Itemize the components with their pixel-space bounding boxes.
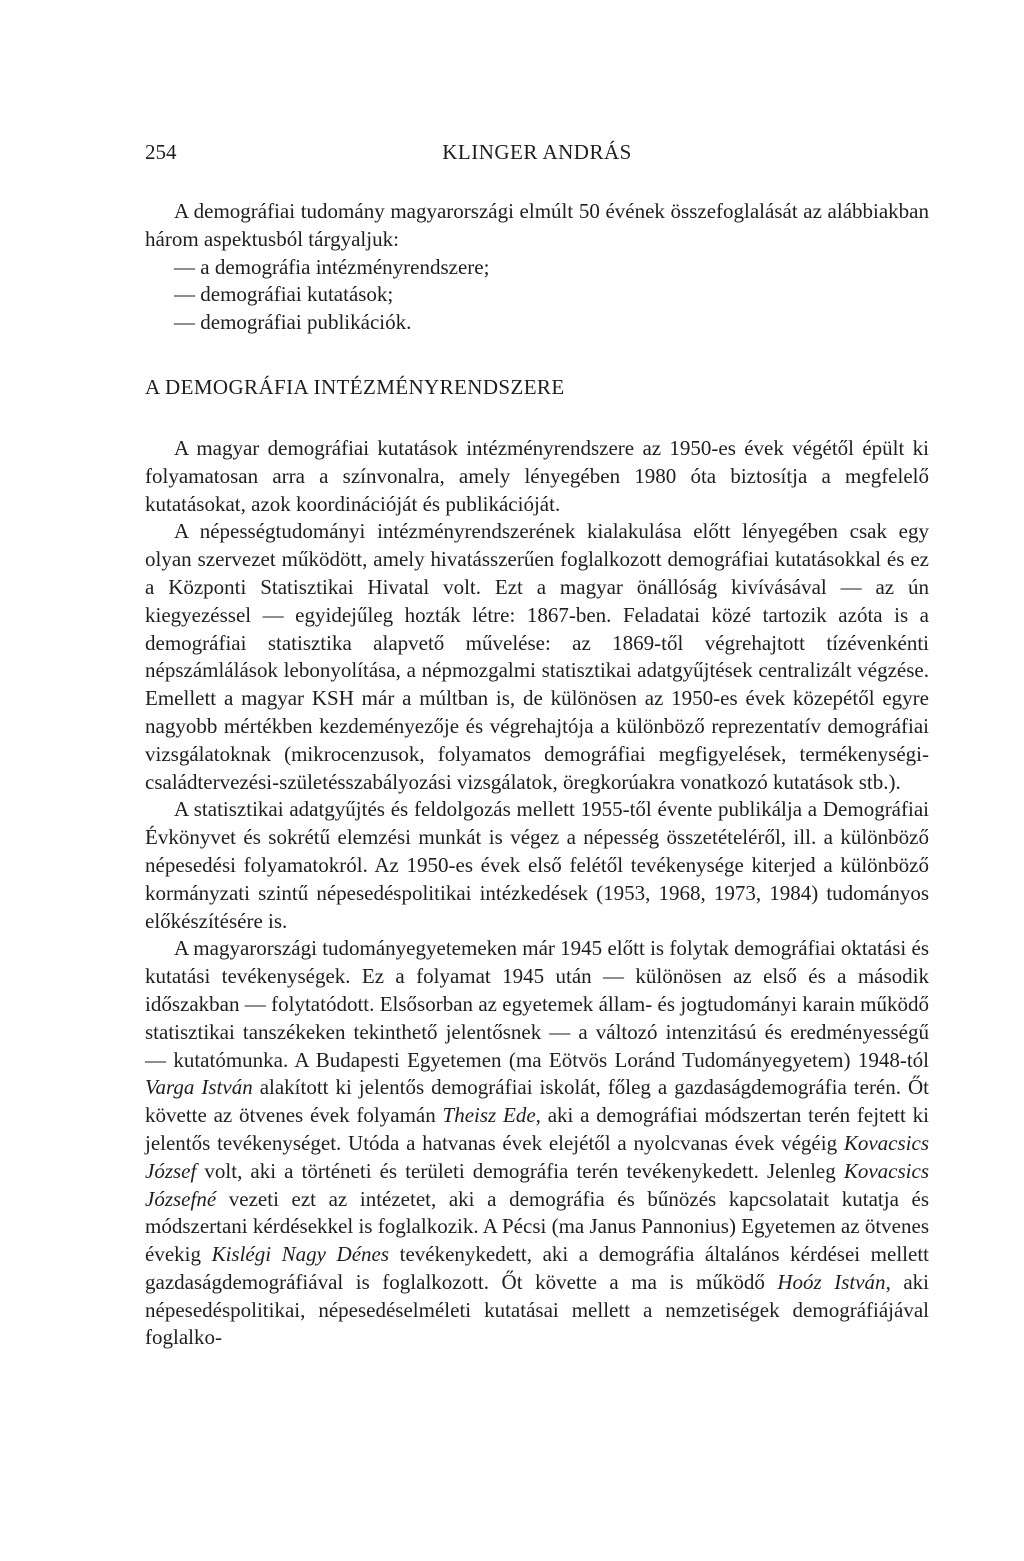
text-run: alakított ki jelentős demográfiai iskolát, főleg a gazdaságdemográfia terén. Őt követte az ötvenes évek folyamán: [145, 1075, 929, 1128]
person-name: Kovacsics Józsefné: [145, 1158, 929, 1211]
running-head: KLINGER ANDRÁS: [442, 140, 632, 164]
page-number: 254: [145, 140, 177, 164]
person-name: Kovacsics József: [145, 1130, 929, 1183]
page-header: [145, 140, 929, 180]
text-run: tevékenykedett, aki a demográfia általános kérdései mellett gazdaságdemográfiával is foglalkozott. Őt követte a ma is működő: [145, 1242, 929, 1294]
page: [145, 140, 929, 1352]
list-item: — a demográfia intézményrendszere;: [174, 254, 490, 279]
list-item: — demográfiai kutatások;: [174, 282, 394, 307]
person-name: Kislégi Nagy Dénes: [211, 1242, 390, 1267]
person-name: Varga István: [145, 1075, 253, 1100]
body-paragraph: [145, 935, 929, 1352]
person-name: Hoóz István: [777, 1269, 886, 1294]
text-run: A magyarországi tudományegyetemeken már 1945 előtt is folytak demográfiai oktatási és kutatási tevékenységek. Ez a folyamat 1945 után — különösen az első és a második időszakban — folytatódott. Elsősorban az egyetemek állam- és jogtudományi karain működő statisztikai tanszékeken tekinthető jelentősnek — a változó intenzitású és eredményességű — kutatómunka. A Budapesti Egyetemen (ma Eötvös Loránd Tudományegyetem) 1948-tól: [145, 936, 929, 1072]
text-run: vezeti ezt az intézetet, aki a demográfia és bűnözés kapcsolatait kutatja és módszertani kérdésekkel is foglalkozik. A Pécsi (ma Janus Pannonius) Egyetemen az ötvenes évekig: [145, 1186, 929, 1267]
body-paragraph: A népességtudományi intézményrendszerének kialakulása előtt lényegében csak egy olyan szervezet működött, amely hivatásszerűen foglalkozott demográfiai kutatásokkal és ez a Központi Statisztikai Hivatal volt. Ezt a magyar önállóság kivívásával — az ún kiegyezéssel — egyidejűleg hozták létre: 1867-ben. Feladatai közé tartozik azóta is a demográfiai statisztika alapvető művelése: az 1869-től végrehajtott tízévenkénti népszámlálások lebonyolítása, a népmozgalmi statisztikai adatgyűjtések centralizált végzése. Emellett a magyar KSH már a múltban is, de különösen az 1950-es évek közepétől egyre nagyobb mértékben kezdeményezője és végrehajtója a különböző reprezentatív demográfiai vizsgálatoknak (mikrocenzusok, folyamatos demográfiai megfigyelések, termékenységi-családtervezési-születésszabályozási vizsgálatok, öregkorúakra vonatkozó kutatások stb.).: [145, 519, 929, 794]
list-item: — demográfiai publikációk.: [174, 310, 412, 335]
person-name: Theisz Ede: [442, 1103, 536, 1128]
body-paragraph: A statisztikai adatgyűjtés és feldolgozás mellett 1955-től évente publikálja a Demográfiai Évkönyvet és sokrétű elemzési munkát is végez a népesség összetételéről, ill. a különböző népesedési folyamatokról. Az 1950-es évek első felétől tevékenysége kiterjed a különböző kormányzati szintű népesedéspolitikai intézkedések (1953, 1968, 1973, 1984) tudományos előkészítésére is.: [145, 797, 929, 933]
body-paragraph: A magyar demográfiai kutatások intézményrendszere az 1950-es évek végétől épült ki folyamatosan arra a színvonalra, amely lényegében 1980 óta biztosítja a megfelelő kutatásokat, azok koordinációját és publikációját.: [145, 435, 929, 516]
text-run: , aki a demográfiai módszertan terén fejtett ki jelentős tevékenységet. Utóda a hatvanas évek elejétől a nyolcvanas évek végéig: [145, 1103, 929, 1155]
aspects-list: [145, 254, 929, 337]
section-heading: A DEMOGRÁFIA INTÉZMÉNYRENDSZERE: [145, 374, 565, 399]
text-run: volt, aki a történeti és területi demográfia terén tevékenykedett. Jelenleg: [196, 1158, 844, 1183]
intro-paragraph: A demográfiai tudomány magyarországi elmúlt 50 évének összefoglalását az alábbiakban három aspektusból tárgyaljuk:: [145, 199, 929, 251]
text-run: , aki népesedéspolitikai, népesedéselméleti kutatásai mellett a nemzetiségek demográfiájával foglalko-: [145, 1269, 929, 1350]
